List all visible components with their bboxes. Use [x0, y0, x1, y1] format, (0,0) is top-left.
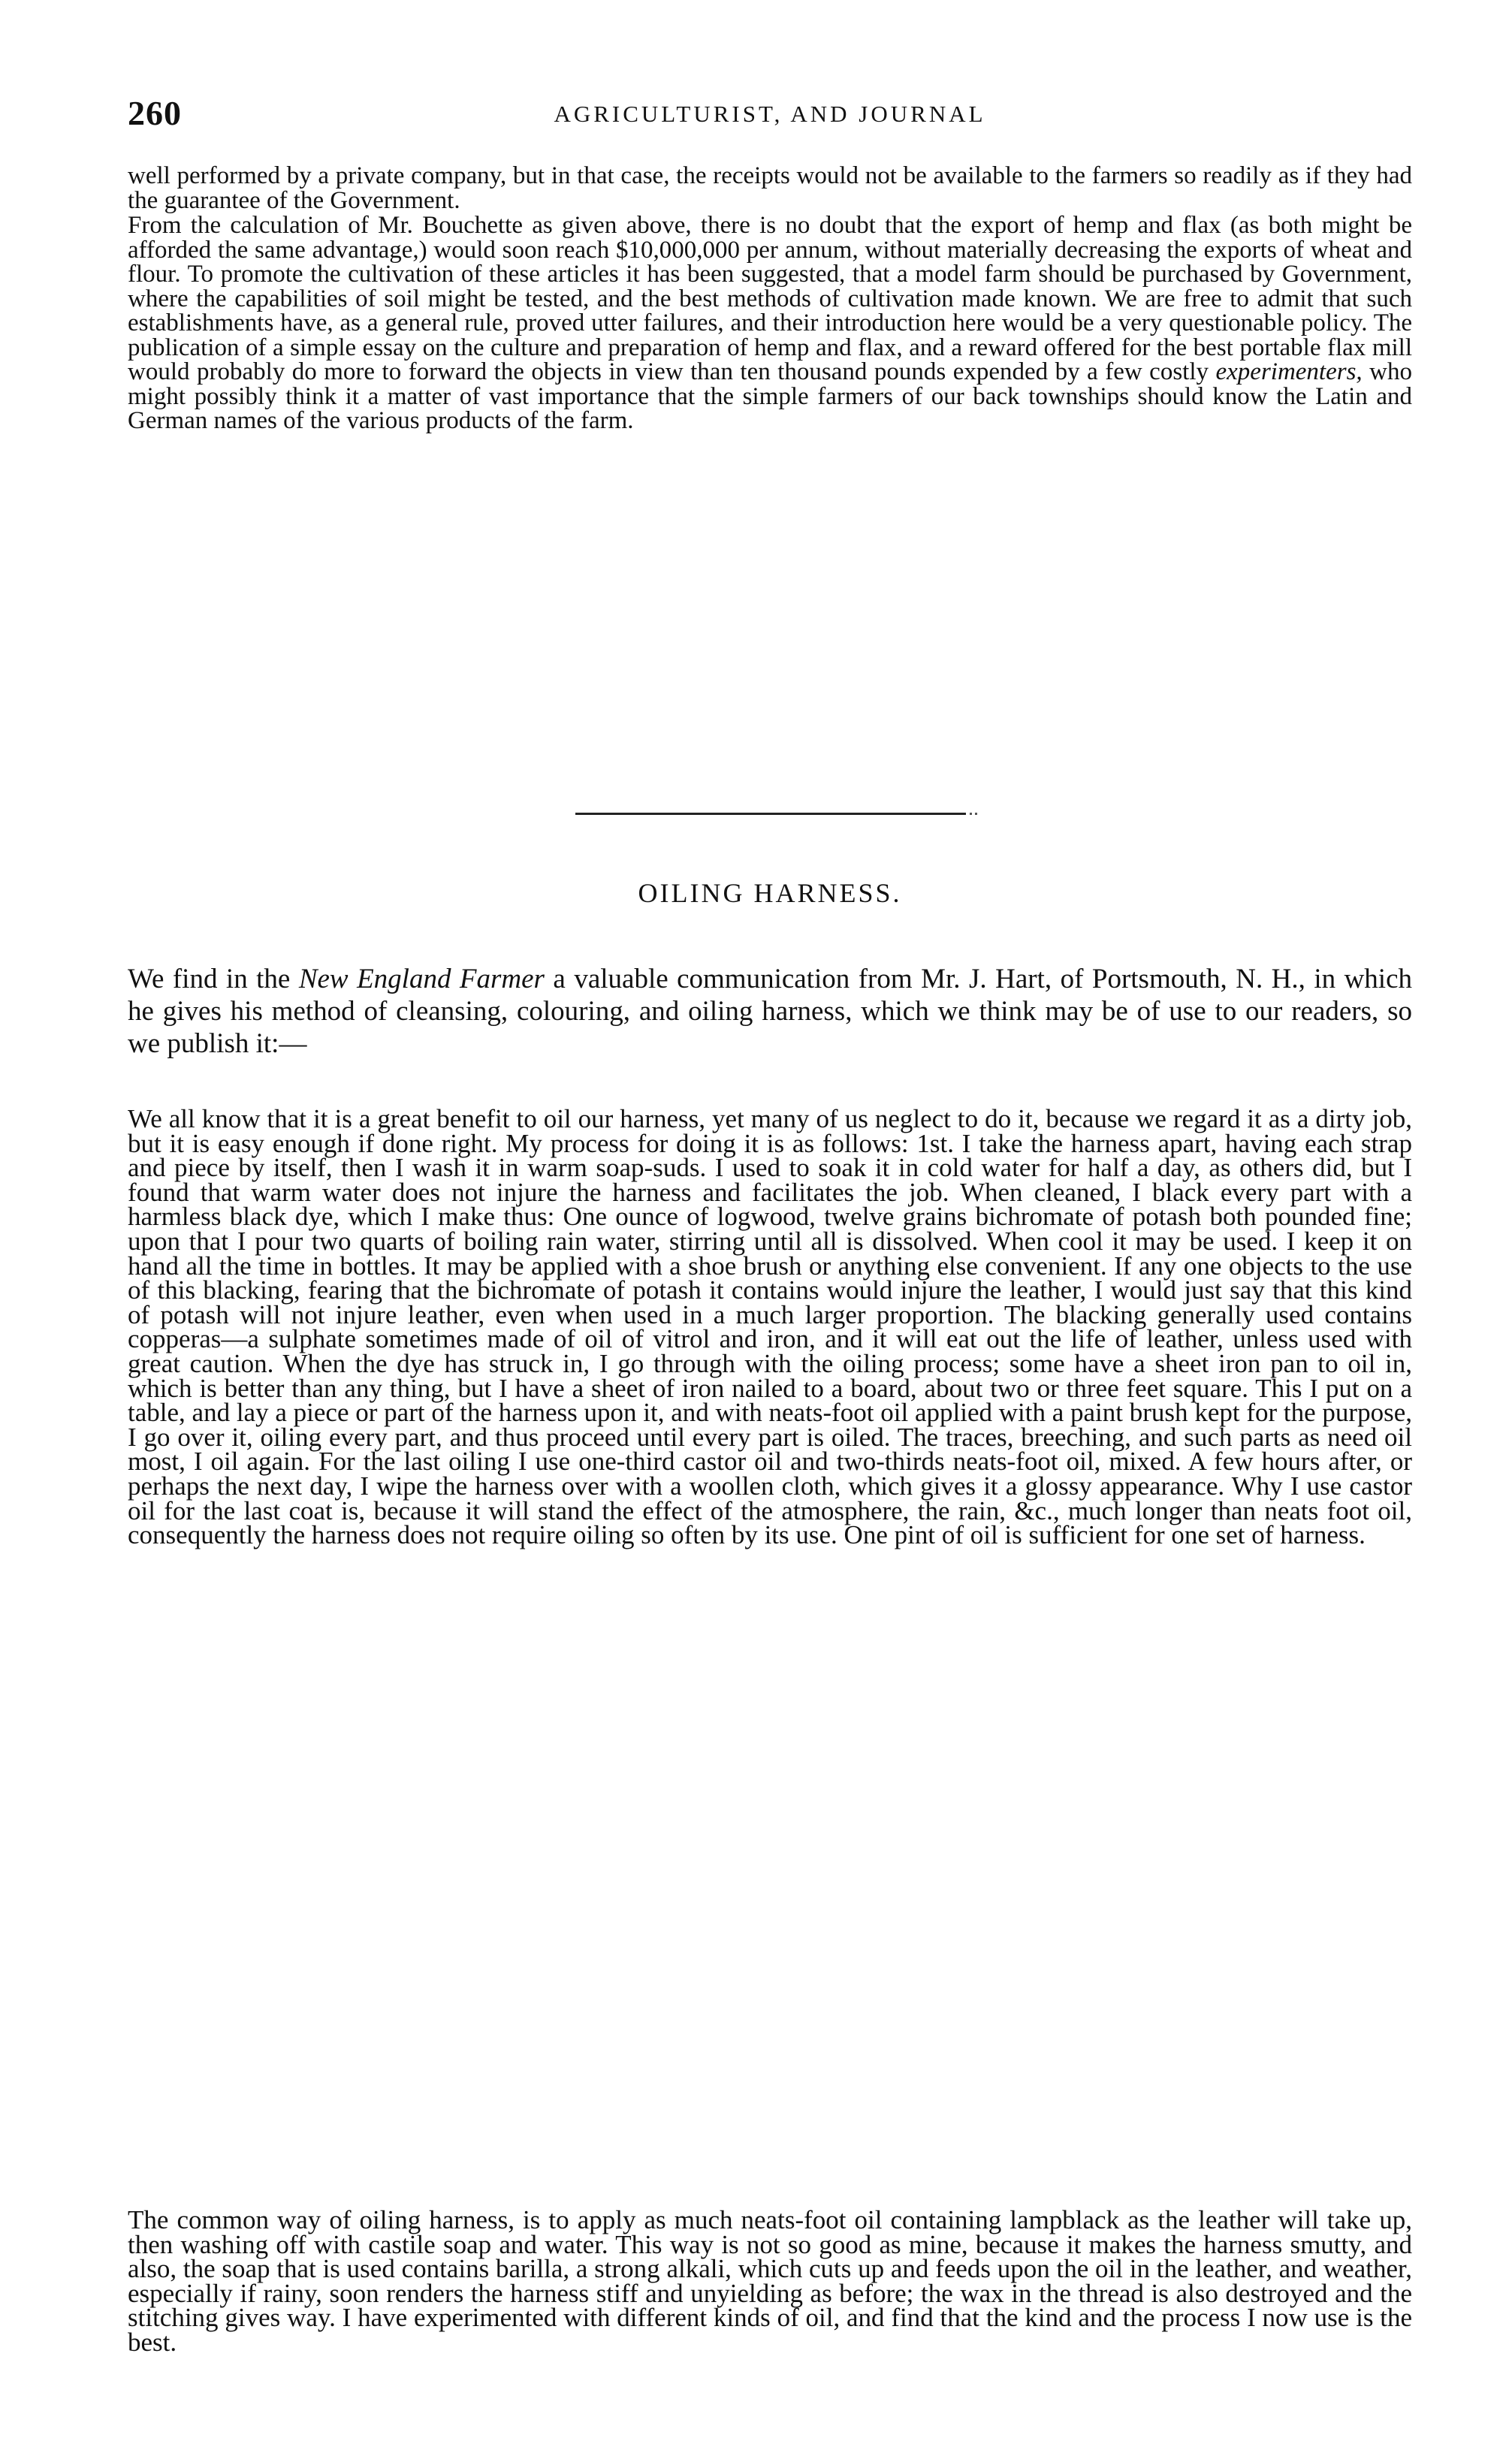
paragraph-text: who might possibly think it a matter of vast importance that the simple farmers of our back townships should know the Latin and German names of the various products of the farm.: [128, 358, 1413, 434]
section-title: OILING HARNESS.: [638, 878, 902, 908]
section-divider: [575, 813, 966, 815]
page-number: 260: [128, 94, 182, 132]
paragraph-hemp-flax: [128, 213, 1412, 433]
paragraph-text: We find in the: [128, 964, 299, 994]
paragraph-intro: [128, 963, 1412, 1060]
paragraph-continuation: well performed by a private company, but in that case, the receipts would not be available to the farmers so readily as if they had the guarantee of the Government.: [128, 162, 1412, 214]
paragraph-text: We all know that it is a great benefit to oil our harness, yet many of us neglect to do it, because we regard it as a dirty job, but it is easy enough if done right. My process for doing it is as follows: 1st. I take the harness apart, having each strap and piece by itself, then I wash it in warm soap-suds. I used to soak it in cold water for half a day, as others did, but I found that warm water does not injure the harness and facilitates the job. When cleaned, I black every part with a harmless black dye, which I make thus: One ounce of logwood, twelve grains bichromate of potash both pounded fine; upon that I pour two quarts of boiling rain water, stirring until all is dissolved. When cool it may be used. I keep it on hand all the time in bottles. It may be applied with a shoe brush or anything else convenient. If any one objects to the use of this blacking, fearing that the bichromate of potash it contains would injure the leather, I would just say that this kind of potash will not injure leather, even when used in a much larger proportion. The blacking generally used contains copperas—a sulphate sometimes made of oil of vitrol and iron, and it will eat out the life of leather, unless used with great caution. When the dye has struck in, I go through with the oiling process; some have a sheet iron pan to oil in, which is better than any thing, but I have a sheet of iron nailed to a board, about two or three feet square. This I put on a table, and lay a piece or part of the harness upon it, and with neats-foot oil applied with a paint brush kept for the purpose, I go over it, oiling every part, and thus proceed until every part is oiled. The traces, breeching, and such parts as need oil most, I oil again. For the last oiling I use one-third castor oil and two-thirds neats-foot oil, mixed. A few hours after, or perhaps the next day, I wipe the harness over with a woollen cloth, which gives it a glossy appearance. Why I use castor oil for the last coat is, because it will stand the effect of the atmosphere, the rain, &c., much longer than neats foot oil, consequently the harness does not require oiling so often by its use. One pint of oil is sufficient for one set of harness.: [128, 1104, 1412, 1550]
paragraph-text: From the calculation of Mr. Bouchette as given above, there is no doubt that the export of hemp and flax (as both might be afforded the same advantage,) would soon reach $10,000,000 per annum, without materially decreasing the exports of wheat and flour. To promote the cultivation of these articles it has been suggested, that a model farm should be purchased by Government, where the capabilities of soil might be tested, and the best methods of cultivation made known. We are free to admit that such establishments have, as a general rule, proved utter failures, and their introduction here would be a very questionable policy. The publication of a simple essay on the culture and preparation of hemp and flax, and a reward offered for the best portable flax mill would probably do more to forward the objects in view than ten thousand pounds expended by a few costly: [128, 212, 1412, 385]
italic-text: experimenters,: [1215, 358, 1363, 385]
paragraph-process: [128, 1104, 1412, 1550]
italic-publication-title: New England Farmer: [298, 964, 545, 994]
paragraph-text: a valuable communication from Mr. J. Hart, of Portsmouth, N. H., in which he gives his method of cleansing, colouring, and oiling harness, which we think may be of use to our readers, so we publish it:—: [128, 964, 1413, 1059]
page-header: [128, 93, 1412, 138]
paragraph-common-way: The common way of oiling harness, is to apply as much neats-foot oil containing lampblack as the leather will take up, then washing off with castile soap and water. This way is not so good as mine, because it makes the harness smutty, and also, the soap that is used contains barilla, a strong alkali, which cuts up and feeds upon the oil in the leather, and weather, especially if rainy, soon renders the harness stiff and unyielding as before; the wax in the thread is also destroyed and the stitching gives way. I have experimented with different kinds of oil, and find that the kind and the process I now use is the best.: [128, 2205, 1412, 2357]
running-head: AGRICULTURIST, AND JOURNAL: [554, 101, 986, 127]
